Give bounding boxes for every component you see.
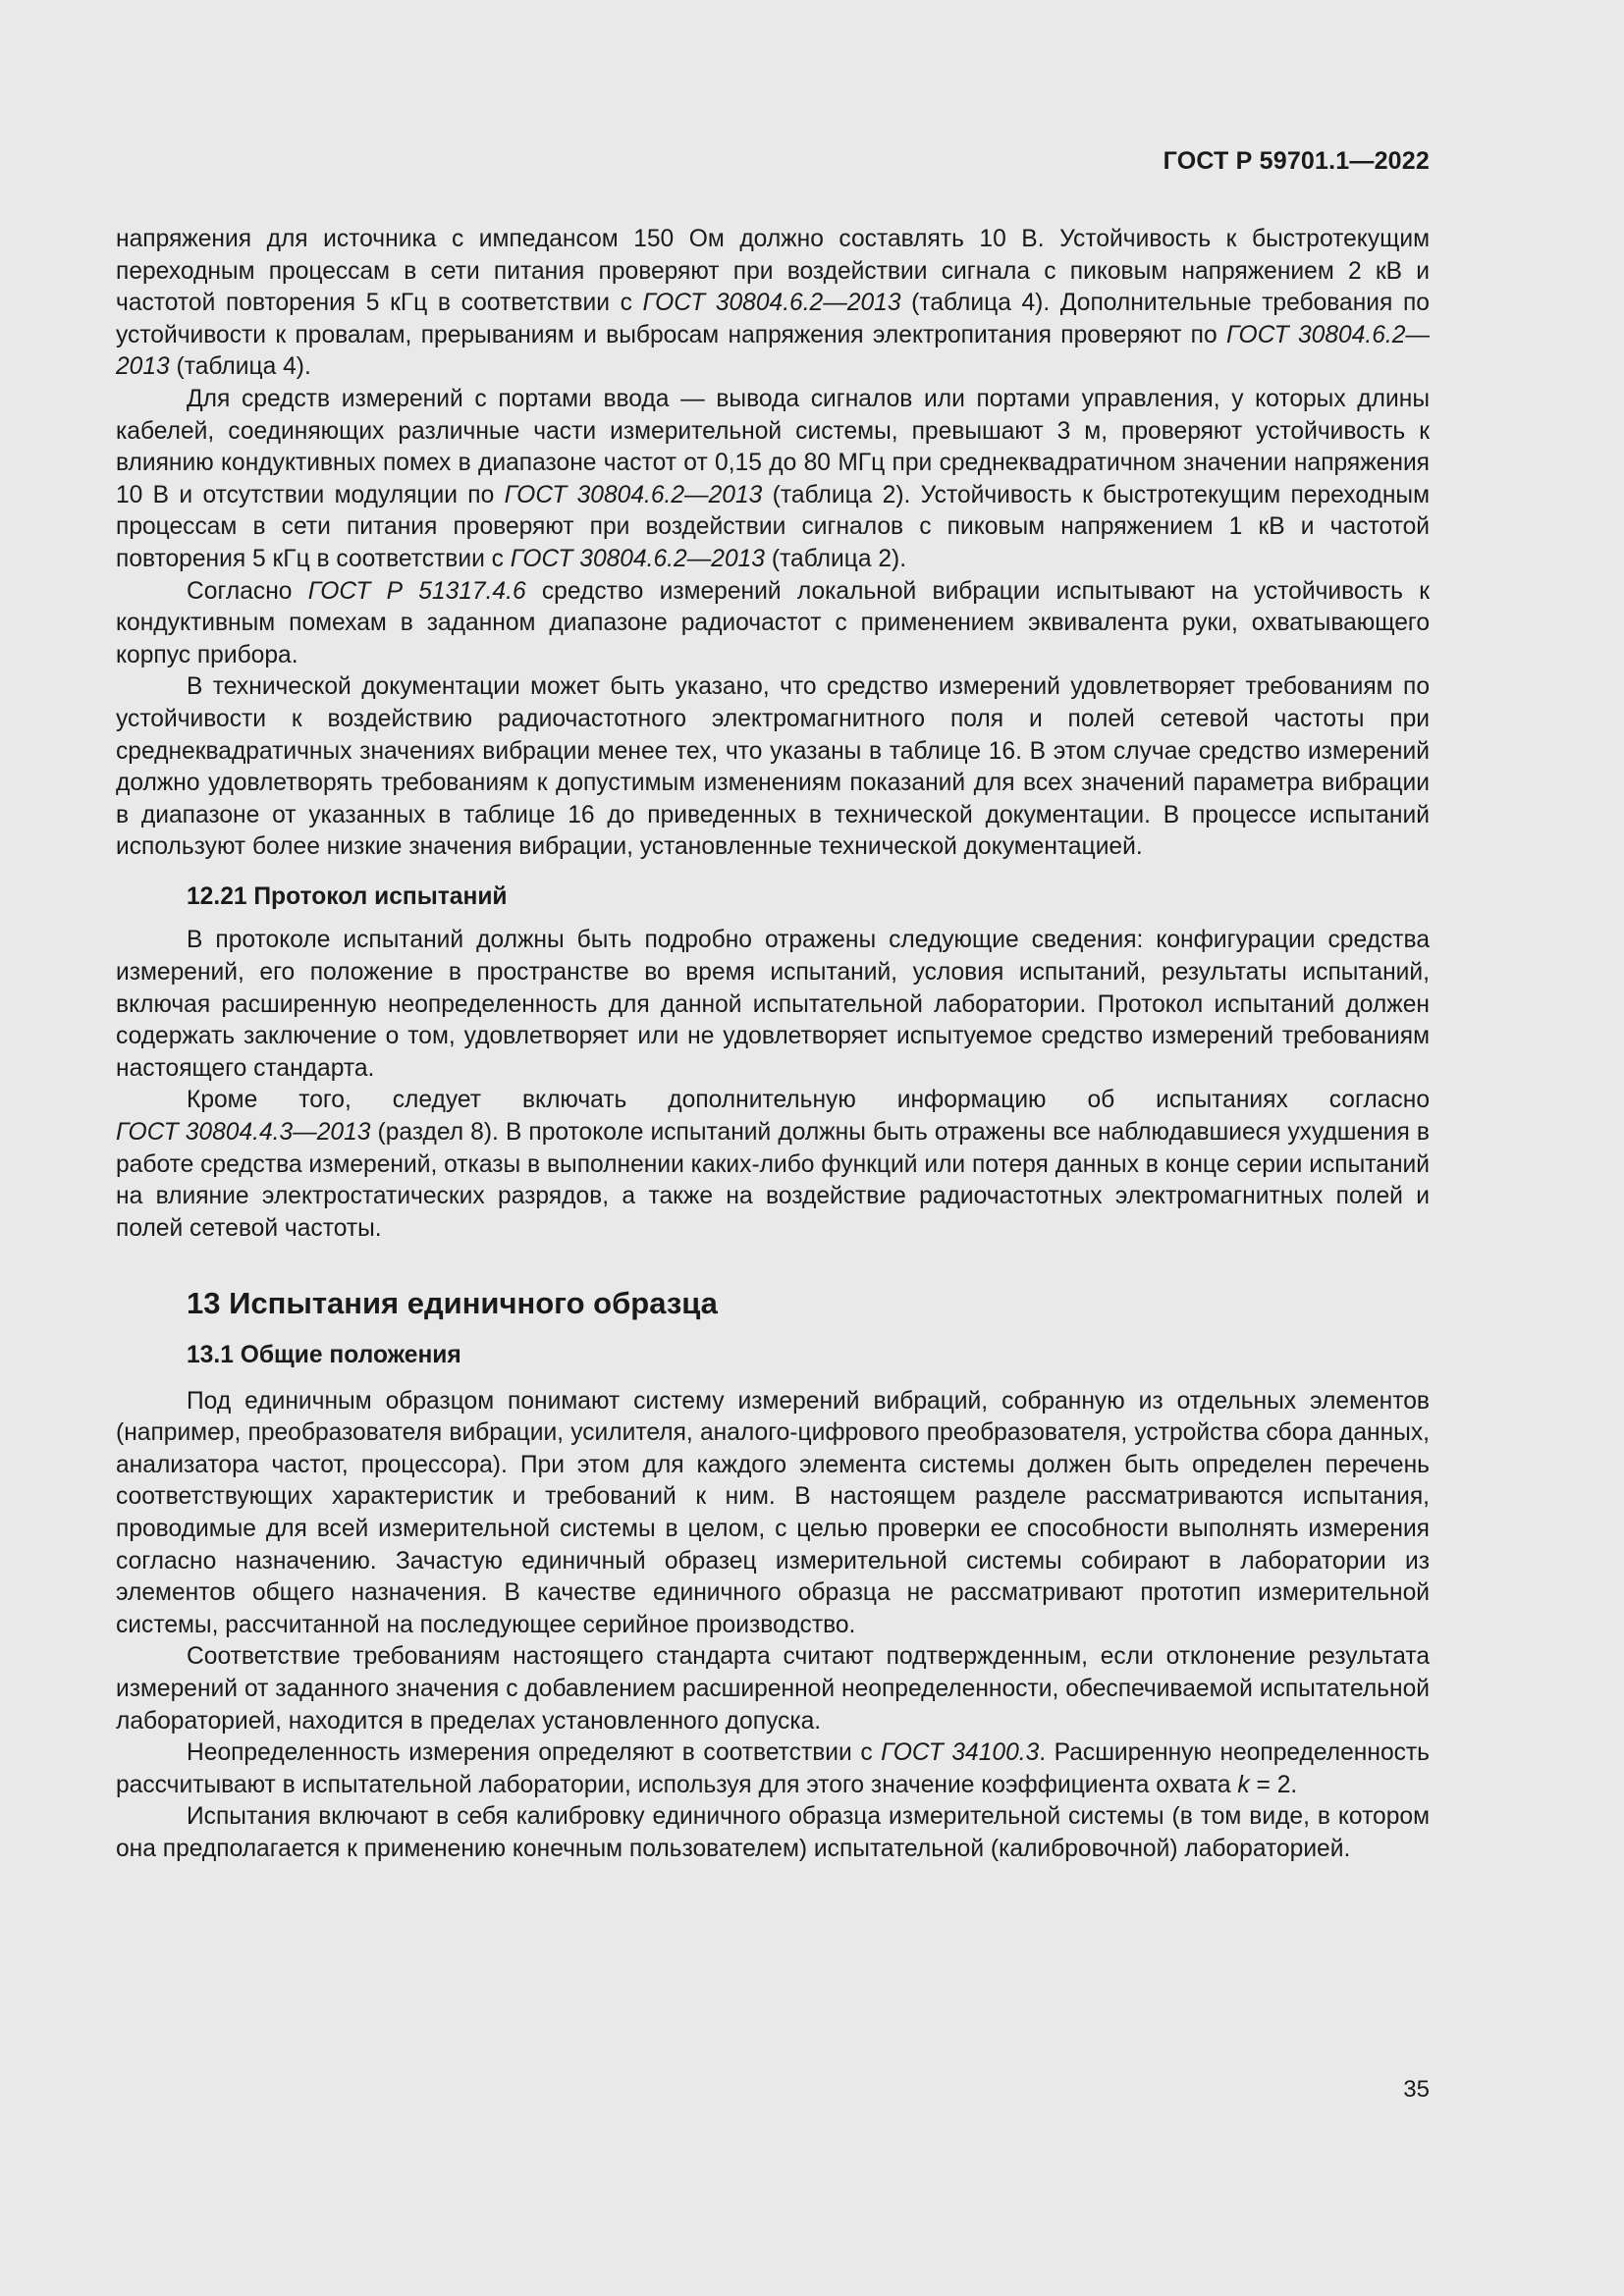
paragraph-compliance: Соответствие требованиям настоящего стандарта считают подтвержденным, если отклонение результата измерений от заданного значения с добавлением расширенной неопределенности, обеспечиваемой испытательной лабораторией, находится в пределах установленного допуска. <box>116 1643 1430 1735</box>
standard-reference: ГОСТ 30804.6.2—2013 <box>642 290 901 317</box>
standard-reference: ГОСТ 30804.6.2—2013 <box>116 321 1430 381</box>
section-heading-13: 13 Испытания единичного образца <box>187 1286 718 1321</box>
paragraph-additional-info: Кроме того, следует включать дополнительную информацию об испытаниях согласно <box>187 1087 1430 1114</box>
paragraph-calibration: Испытания включают в себя калибровку единичного образца измерительной системы (в том виде, в котором она предполагается к применению конечным пользователем) испытательной (калибровочной) лабораторией. <box>116 1803 1430 1862</box>
standard-reference: ГОСТ 30804.4.3—2013 <box>116 1119 371 1147</box>
document-header: ГОСТ Р 59701.1—2022 <box>1163 147 1430 175</box>
paragraph-single-sample: Под единичным образцом понимают систему измерений вибраций, собранную из отдельных элементов (например, преобразователя вибрации, усилителя, аналого-цифрового преобразователя, устройства сбора данных, анализатора частот, процессора). При этом для каждого элемента системы должен быть определен перечень соответствующих характеристик и требований к ним. В настоящем разделе рассматриваются испытания, проводимые для всей измерительной системы в целом, с целью проверки ее способности выполнять измерения согласно назначению. Зачастую единичный образец измерительной системы собирают в лаборатории из элементов общего назначения. В качестве единичного образца не рассматривают прототип измерительной системы, рассчитанной на последующее серийное производство. <box>116 1387 1430 1638</box>
standard-reference: ГОСТ 34100.3 <box>881 1739 1040 1767</box>
paragraph-additional-info-cont: ГОСТ 30804.4.3—2013 (раздел 8). В протоколе испытаний должны быть отражены все наблюдавшиеся ухудшения в работе средства измерений, отказы в выполнении каких-либо функций или потеря данных в конце серии испытаний на влияние электростатических разрядов, а также на воздействие радиочастотных электромагнитных полей и полей сетевой частоты. <box>116 1119 1430 1242</box>
page-number: 35 <box>1403 2076 1430 2103</box>
standard-reference: ГОСТ Р 51317.4.6 <box>307 577 526 605</box>
paragraph-uncertainty: Неопределенность измерения определяют в соответствии с ГОСТ 34100.3. Расширенную неопределенность рассчитывают в испытательной лаборатории, используя для этого значение коэффициента охвата k = 2. <box>116 1739 1430 1798</box>
paragraph-local-vibration: Согласно ГОСТ Р 51317.4.6 средство измерений локальной вибрации испытывают на устойчивость к кондуктивным помехам в заданном диапазоне радиочастот с применением эквивалента руки, охватывающего корпус прибора. <box>116 577 1430 668</box>
paragraph-continuation: напряжения для источника с импедансом 150 Ом должно составлять 10 В. Устойчивость к быстротекущим переходным процессам в сети питания проверяют при воздействии сигнала с пиковым напряжением 2 кВ и частотой повторения 5 кГц в соответствии с ГОСТ 30804.6.2—2013 (таблица 4). Дополнительные требования по устойчивости к провалам, прерываниям и выбросам напряжения электропитания проверяют по ГОСТ 30804.6.2—2013 (таблица 4). <box>116 226 1430 381</box>
standard-reference: ГОСТ 30804.6.2—2013 <box>510 545 765 572</box>
section-heading-13-1: 13.1 Общие положения <box>187 1342 461 1368</box>
paragraph-technical-documentation: В технической документации может быть указано, что средство измерений удовлетворяет требованиям по устойчивости к воздействию радиочастотного электромагнитного поля и полей сетевой частоты при среднеквадратичных значениях вибрации менее тех, что указаны в таблице 16. В этом случае средство измерений должно удовлетворять требованиям к допустимым изменениям показаний для всех значений параметра вибрации в диапазоне от указанных в таблице 16 до приведенных в технической документации. В процессе испытаний используют более низкие значения вибрации, установленные технической документацией. <box>116 673 1430 861</box>
document-body <box>116 224 1430 1866</box>
standard-reference: ГОСТ 30804.6.2—2013 <box>504 481 763 508</box>
section-heading-12-21: 12.21 Протокол испытаний <box>187 882 508 910</box>
paragraph-test-report: В протоколе испытаний должны быть подробно отражены следующие сведения: конфигурации средства измерений, его положение в пространстве во время испытаний, условия испытаний, результаты испытаний, включая расширенную неопределенность для данной испытательной лаборатории. Протокол испытаний должен содержать заключение о том, удовлетворяет или не удовлетворяет испытуемое средство измерений требованиям настоящего стандарта. <box>116 927 1430 1082</box>
coverage-factor-variable: k <box>1237 1771 1250 1798</box>
paragraph-io-ports: Для средств измерений с портами ввода — вывода сигналов или портами управления, у которых длины кабелей, соединяющих различные части измерительной системы, превышают 3 м, проверяют устойчивость к влиянию кондуктивных помех в диапазоне частот от 0,15 до 80 МГц при среднеквадратичном значении напряжения 10 В и отсутствии модуляции по ГОСТ 30804.6.2—2013 (таблица 2). Устойчивость к быстротекущим переходным процессам в сети питания проверяют при воздействии сигналов с пиковым напряжением 1 кВ и частотой повторения 5 кГц в соответствии с ГОСТ 30804.6.2—2013 (таблица 2). <box>116 385 1430 572</box>
